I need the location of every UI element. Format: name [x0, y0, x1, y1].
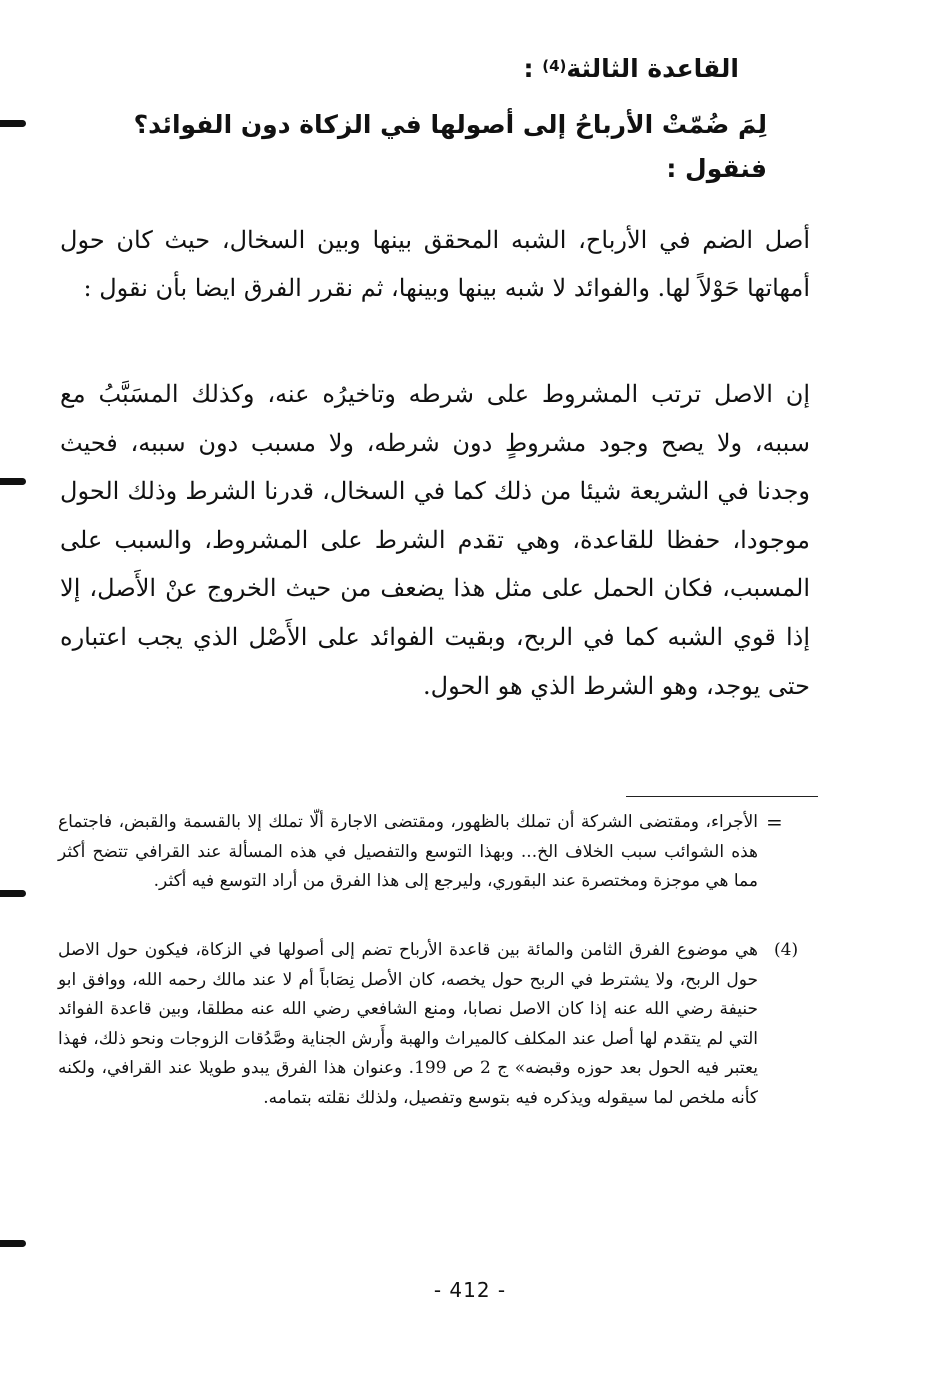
footnote-continuation-marker: = — [766, 810, 783, 834]
footnote-separator — [626, 796, 818, 797]
body-paragraph-1: أصل الضم في الأرباح، الشبه المحقق بينها وبين السخال، حيث كان حول أمهاتها حَوْلاً لها. والفوائد لا شبه بينها وبينها، ثم نقرر الفرق ايضا بأن نقول : — [60, 226, 810, 302]
body-paragraph-2: إن الاصل ترتب المشروط على شرطه وتاخيرُه عنه، وكذلك المسَبَّبُ مع سببه، ولا يصح وجود مشروطٍ دون شرطه، ولا مسبب دون سببه، فحيث وجدنا في الشريعة شيئا من ذلك كما في السخال، قدرنا الشرط وذلك الحول موجودا، حفظا للقاعدة، وهي تقدم الشرط على المشروط، والسبب على المسبب، فكان الحمل على مثل هذا يضعف من حيث الخروج عنْ الأَصل، إلا إذا قوي الشبه كما في الربح، وبقيت الفوائد على الأَصْل الذي يجب اعتباره حتى يوجد، وهو الشرط الذي هو الحول. — [60, 380, 810, 700]
footnote-4-marker: (4) — [774, 940, 799, 960]
rule-heading — [139, 46, 739, 89]
scan-edge-mark — [0, 890, 26, 897]
footnote-4: هي موضوع الفرق الثامن والمائة بين قاعدة الأرباح تضم إلى أصولها في الزكاة، فيكون حول الاصل حول الربح، ولا يشترط في الربح حول يخصه، كان الأصل نِصَاباً أم لا عند مالك رحمه الله، ووافق ابو حنيفة رضي الله عنه إذا كان الاصل نصابا، ومنع الشافعي رضي الله عنه مطلقا، وبين قاعدة الفوائد التي لم يتقدم لها أصل عند المكلف كالميراث والهبة وأَرش الجناية وصَّدُقات الزوجات ونحو ذلك، فهذا يعتبر فيه الحول بعد حوزه وقبضه» ج 2 ص 199. وعنوان هذا الفرق يبدو طويلا عند القرافي، ولكنه كأنه ملخص لما سيقوله ويذكره فيه بتوسع وتفصيل، ولذلك نقلته بتمامه. — [58, 940, 759, 1108]
footnote-continuation: الأجراء، ومقتضى الشركة أن تملك بالظهور، ومقتضى الاجارة ألّا تملك إلا بالقسمة والقبض، فاجتماع هذه الشوائب سبب الخلاف الخ... وبهذا التوسع والتفصيل في هذه المسألة عند القرافي تتضح أكثر مما هي موجزة ومختصرة عند البقوري، وليرجع إلى هذا الفرق من أراد التوسع فيه أكثر. — [58, 812, 758, 891]
question-heading: لِمَ ضُمّتْ الأرباحُ إلى أصولها في الزكاة دون الفوائد؟ فنقول : — [133, 110, 767, 183]
scan-edge-mark — [0, 120, 26, 127]
rule-title-suffix: : — [523, 54, 543, 83]
scan-edge-mark — [0, 1240, 26, 1247]
footnote-reference: (4) — [542, 57, 567, 75]
page-number: - 412 - — [433, 1278, 507, 1302]
scan-edge-mark — [0, 478, 26, 485]
rule-title: القاعدة الثالثة — [566, 54, 739, 83]
